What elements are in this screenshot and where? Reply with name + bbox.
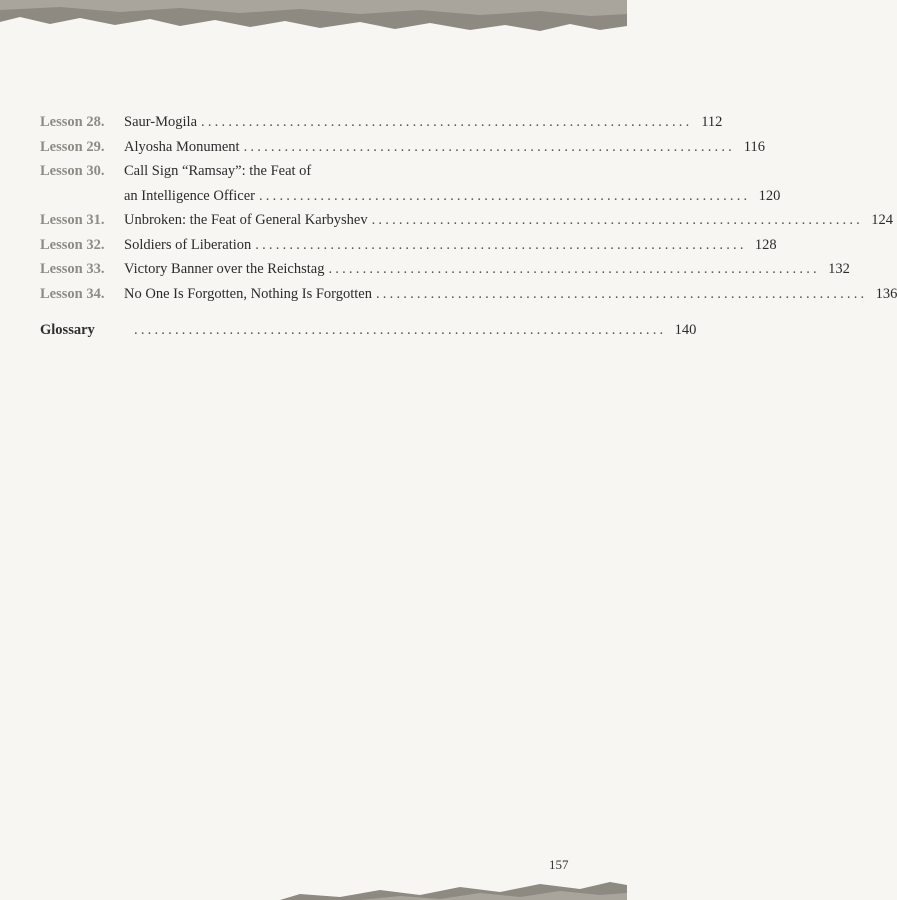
page-number: 120 (758, 187, 781, 204)
lesson-title: Victory Banner over the Reichstag (124, 261, 325, 277)
torn-paper-bottom-edge (0, 866, 627, 900)
lesson-title-continued: an Intelligence Officer (124, 187, 255, 204)
glossary-label: Glossary (40, 322, 95, 338)
page-number: 128 (754, 236, 777, 253)
dot-leader: ........................................................................ (258, 187, 751, 204)
toc-entry-lesson-29 (40, 135, 765, 160)
lesson-number: Lesson 34. (40, 285, 105, 302)
toc-entry-lesson-28 (40, 110, 723, 135)
lesson-number: Lesson 32. (40, 236, 105, 253)
dot-leader: ........................................................................ (255, 236, 747, 253)
page-number: 140 (674, 322, 697, 338)
lesson-number: Lesson 29. (40, 138, 105, 155)
toc-entry-lesson-30 (40, 159, 548, 184)
page-number: 132 (828, 261, 850, 277)
dot-leader: .............................................................................. (134, 322, 667, 338)
toc-entry-lesson-31 (40, 208, 894, 233)
lesson-number: Lesson 30. (40, 163, 105, 179)
lesson-number: Lesson 33. (40, 261, 105, 277)
lesson-title: Call Sign “Ramsay”: the Feat of (124, 163, 312, 179)
dot-leader: ........................................................................ (328, 261, 820, 277)
table-of-contents (40, 110, 897, 343)
toc-entry-lesson-34 (40, 282, 897, 307)
page-number: 136 (875, 285, 897, 302)
toc-entry-lesson-30-continued (40, 184, 781, 209)
lesson-number: Lesson 28. (40, 114, 105, 130)
toc-entry-glossary (40, 318, 697, 343)
page-folio: 157 (549, 857, 569, 872)
page-number: 124 (871, 212, 894, 228)
dot-leader: ........................................................................ (371, 212, 864, 228)
lesson-title: Soldiers of Liberation (124, 236, 252, 253)
lesson-number: Lesson 31. (40, 212, 105, 228)
torn-paper-top-edge (0, 0, 627, 34)
lesson-title: No One Is Forgotten, Nothing Is Forgotten (124, 285, 372, 302)
lesson-title: Alyosha Monument (124, 138, 240, 155)
toc-entry-lesson-32 (40, 233, 777, 258)
lesson-title: Saur-Mogila (124, 114, 198, 130)
dot-leader: ........................................................................ (201, 114, 693, 130)
page-number: 116 (743, 138, 765, 155)
dot-leader: ........................................................................ (243, 138, 735, 155)
dot-leader: ........................................................................ (375, 285, 868, 302)
lesson-title: Unbroken: the Feat of General Karbyshev (124, 212, 368, 228)
toc-entry-lesson-33 (40, 257, 850, 282)
page-number: 112 (701, 114, 723, 130)
